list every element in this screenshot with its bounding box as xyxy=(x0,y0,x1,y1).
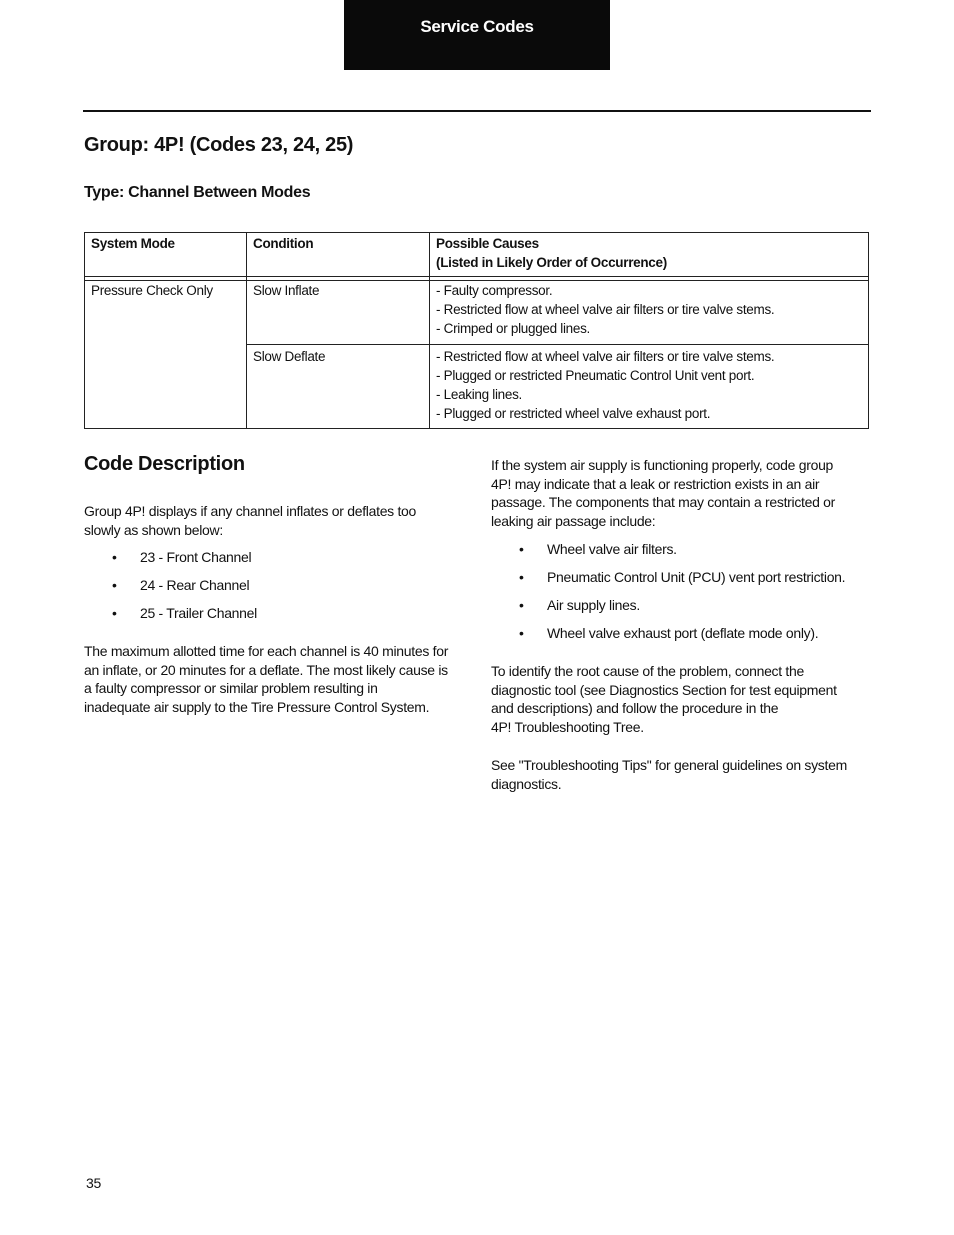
bullet-icon: • xyxy=(519,541,524,557)
section-tab-label: Service Codes xyxy=(420,17,534,36)
bullet-icon: • xyxy=(519,597,524,613)
bullet-icon: • xyxy=(112,549,117,565)
bullet-icon: • xyxy=(519,625,524,641)
list-item: • 25 - Trailer Channel xyxy=(112,605,257,621)
causes-slow-deflate xyxy=(436,347,774,423)
page-number: 35 xyxy=(86,1175,101,1191)
list-item: • Wheel valve exhaust port (deflate mode only). xyxy=(519,625,819,641)
causes-slow-inflate xyxy=(436,281,774,338)
cause-item: - Plugged or restricted wheel valve exhaust port. xyxy=(436,406,711,421)
cause-item: - Restricted flow at wheel valve air filters or tire valve stems. xyxy=(436,349,775,364)
header-divider xyxy=(85,276,868,277)
type-title: Type: Channel Between Modes xyxy=(84,184,311,201)
column-divider xyxy=(429,233,430,428)
section-tab xyxy=(344,0,610,70)
channel-list xyxy=(112,548,257,632)
cause-item: - Plugged or restricted Pneumatic Control Unit vent port. xyxy=(436,368,755,383)
air-supply-paragraph: If the system air supply is functioning properly, code group 4P! may indicate that a leak or restriction exists in an air passage. The components that may contain a restricted or leaking air passage include: xyxy=(491,457,836,529)
timing-paragraph: The maximum allotted time for each channel is 40 minutes for an inflate, or 20 minutes for a deflate. The most likely cause is a faulty compressor or similar problem resulting in inadequate air supply to the Tire Pressure Control System. xyxy=(84,643,449,715)
cause-item: - Restricted flow at wheel valve air filters or tire valve stems. xyxy=(436,302,775,317)
group-title: Group: 4P! (Codes 23, 24, 25) xyxy=(84,134,354,156)
bullet-icon: • xyxy=(519,569,524,585)
header-condition: Condition xyxy=(253,236,314,251)
header-rule xyxy=(83,110,871,112)
causes-table xyxy=(84,232,869,429)
header-system-mode: System Mode xyxy=(91,236,175,251)
row-divider xyxy=(246,344,868,345)
header-possible-causes: Possible Causes (Listed in Likely Order of Occurrence) xyxy=(436,236,667,270)
intro-paragraph: Group 4P! displays if any channel inflates or deflates too slowly as shown below: xyxy=(84,503,417,538)
list-item: • Wheel valve air filters. xyxy=(519,541,677,557)
tips-paragraph: See "Troubleshooting Tips" for general guidelines on system diagnostics. xyxy=(491,757,847,792)
cause-item: - Crimped or plugged lines. xyxy=(436,321,590,336)
list-item: • 23 - Front Channel xyxy=(112,549,252,565)
condition-slow-deflate: Slow Deflate xyxy=(253,349,326,364)
list-item: • Air supply lines. xyxy=(519,597,640,613)
cause-item: - Leaking lines. xyxy=(436,387,523,402)
system-mode-value: Pressure Check Only xyxy=(91,283,213,298)
list-item: • Pneumatic Control Unit (PCU) vent port restriction. xyxy=(519,569,846,585)
component-list xyxy=(519,540,845,652)
bullet-icon: • xyxy=(112,605,117,621)
condition-slow-inflate: Slow Inflate xyxy=(253,283,320,298)
code-description-title: Code Description xyxy=(84,453,245,475)
cause-item: - Faulty compressor. xyxy=(436,283,553,298)
column-divider xyxy=(246,233,247,428)
identify-paragraph: To identify the root cause of the problem, connect the diagnostic tool (see Diagnostics Section for test equipment and descriptions) and follow the procedure in the 4P! Troubleshooting Tree. xyxy=(491,663,837,735)
list-item: • 24 - Rear Channel xyxy=(112,577,250,593)
bullet-icon: • xyxy=(112,577,117,593)
